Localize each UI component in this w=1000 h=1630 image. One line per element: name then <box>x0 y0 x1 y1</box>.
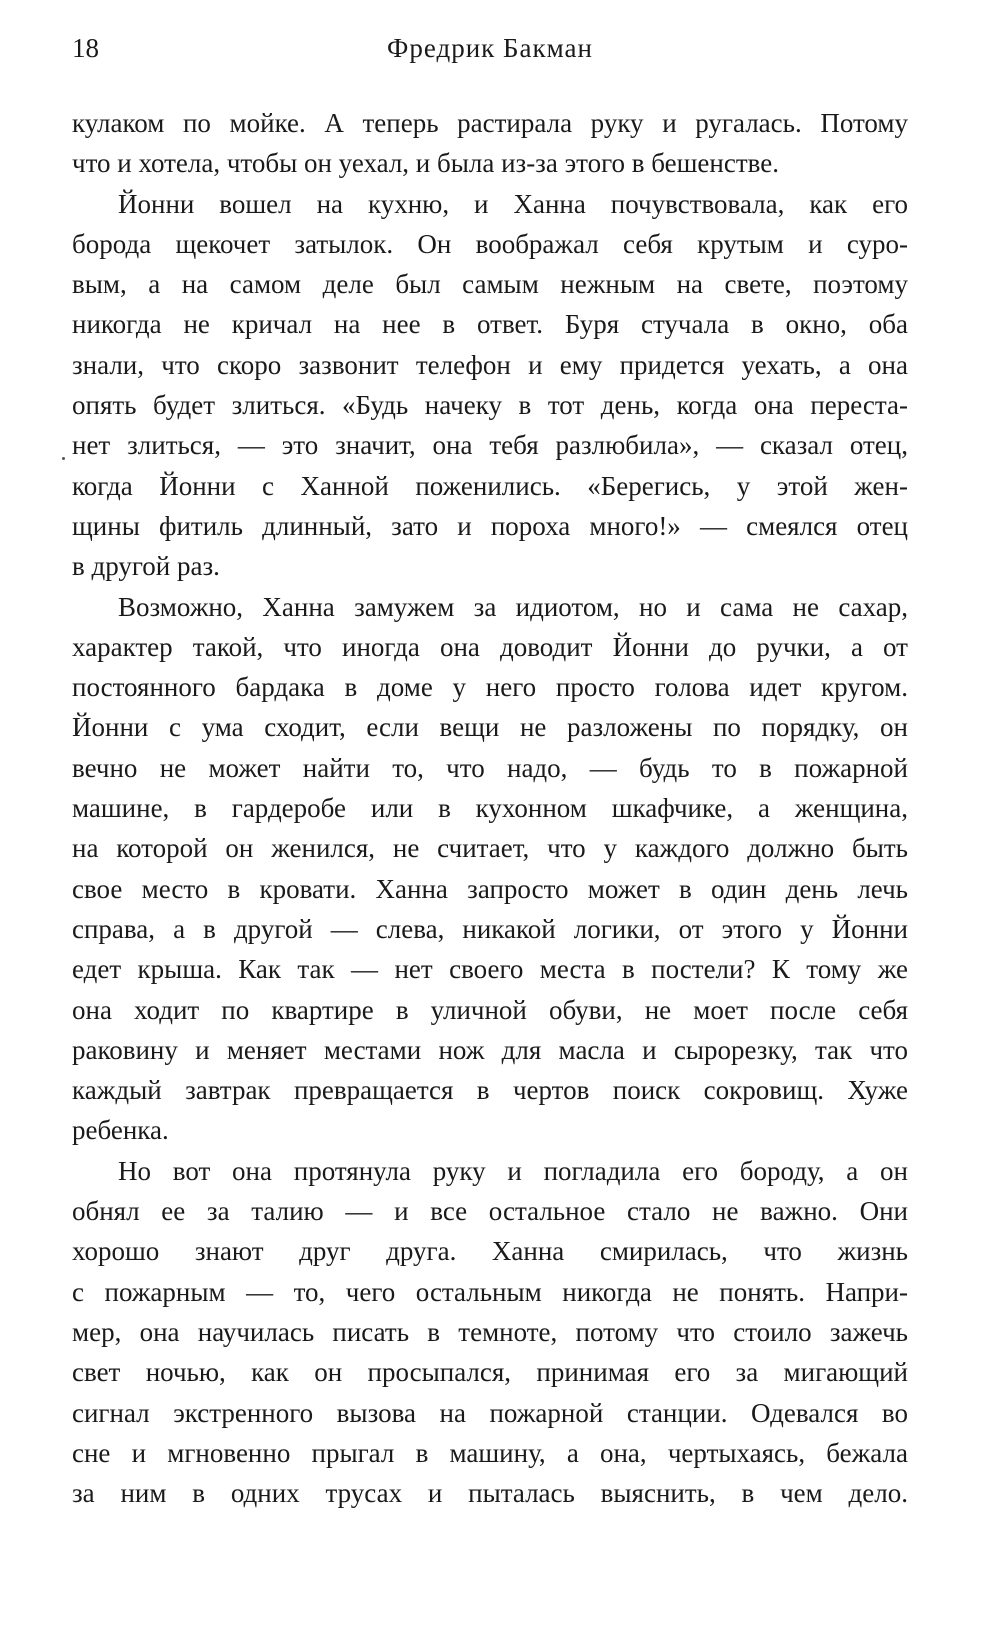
text-line: что и хотела, чтобы он уехал, и была из-за этого в бешенстве. <box>72 148 779 179</box>
text-line: постоянного бардака в доме у него просто голова идет кругом. <box>72 672 908 703</box>
text-line: Йонни вошел на кухню, и Ханна почувствовала, как его <box>118 188 908 219</box>
text-line: Возможно, Ханна замужем за идиотом, но и сама не сахар, <box>118 591 908 622</box>
page-number: 18 <box>72 33 99 63</box>
text-line: характер такой, что иногда она доводит Йонни до ручки, а от <box>72 631 908 662</box>
text-line: каждый завтрак превращается в чертов поиск сокровищ. Хуже <box>72 1075 908 1106</box>
text-line: за ним в одних трусах и пыталась выяснить, в чем дело. <box>72 1478 908 1509</box>
text-line: на которой он женился, не считает, что у каждого должно быть <box>72 833 908 864</box>
text-line: вечно не может найти то, что надо, — будь то в пожарной <box>72 752 908 783</box>
text-line: обнял ее за талию — и все остальное стало не важно. Они <box>72 1196 908 1227</box>
text-line: нет злиться, — это значит, она тебя разлюбила», — сказал отец, <box>72 430 908 461</box>
text-line: щины фитиль длинный, зато и пороха много!» — смеялся отец <box>72 510 908 541</box>
text-line: хорошо знают друг друга. Ханна смирилась, что жизнь <box>72 1236 908 1267</box>
text-line: ребенка. <box>72 1115 169 1146</box>
text-line: знали, что скоро зазвонит телефон и ему придется уехать, а она <box>72 349 908 380</box>
text-line: раковину и меняет местами нож для масла и сырорезку, так что <box>72 1034 908 1065</box>
text-line: когда Йонни с Ханной поженились. «Берегись, у этой жен- <box>72 470 908 501</box>
text-line: мер, она научилась писать в темноте, потому что стоило зажечь <box>72 1316 908 1347</box>
stray-ink-mark <box>62 457 65 460</box>
text-line: Йонни с ума сходит, если вещи не разложены по порядку, он <box>72 712 908 743</box>
text-line: едет крыша. Как так — нет своего места в постели? К тому же <box>72 954 908 985</box>
text-line: с пожарным — то, чего остальным никогда не понять. Напри- <box>72 1276 908 1307</box>
text-line: вым, а на самом деле был самым нежным на свете, поэтому <box>72 269 908 300</box>
text-line: сигнал экстренного вызова на пожарной станции. Одевался во <box>72 1397 908 1428</box>
text-line: никогда не кричал на нее в ответ. Буря стучала в окно, оба <box>72 309 908 340</box>
text-line: машине, в гардеробе или в кухонном шкафчике, а женщина, <box>72 793 908 824</box>
running-head-author: Фредрик Бакман <box>387 33 593 63</box>
text-line: справа, а в другой — слева, никакой логики, от этого у Йонни <box>72 913 908 944</box>
text-line: в другой раз. <box>72 551 220 582</box>
text-line: Но вот она протянула руку и погладила его бороду, а он <box>118 1155 908 1186</box>
text-line: опять будет злиться. «Будь начеку в тот день, когда она переста- <box>72 390 908 421</box>
body-text <box>72 103 908 1513</box>
text-line: свет ночью, как он просыпался, принимая его за мигающий <box>72 1357 908 1388</box>
text-line: борода щекочет затылок. Он воображал себя крутым и суро- <box>72 228 908 259</box>
text-line: она ходит по квартире в уличной обуви, не моет после себя <box>72 994 908 1025</box>
text-line: сне и мгновенно прыгал в машину, а она, чертыхаясь, бежала <box>72 1437 908 1468</box>
text-line: кулаком по мойке. А теперь растирала руку и ругалась. Потому <box>72 108 908 138</box>
text-line: свое место в кровати. Ханна запросто может в один день лечь <box>72 873 908 904</box>
running-head <box>72 28 908 68</box>
